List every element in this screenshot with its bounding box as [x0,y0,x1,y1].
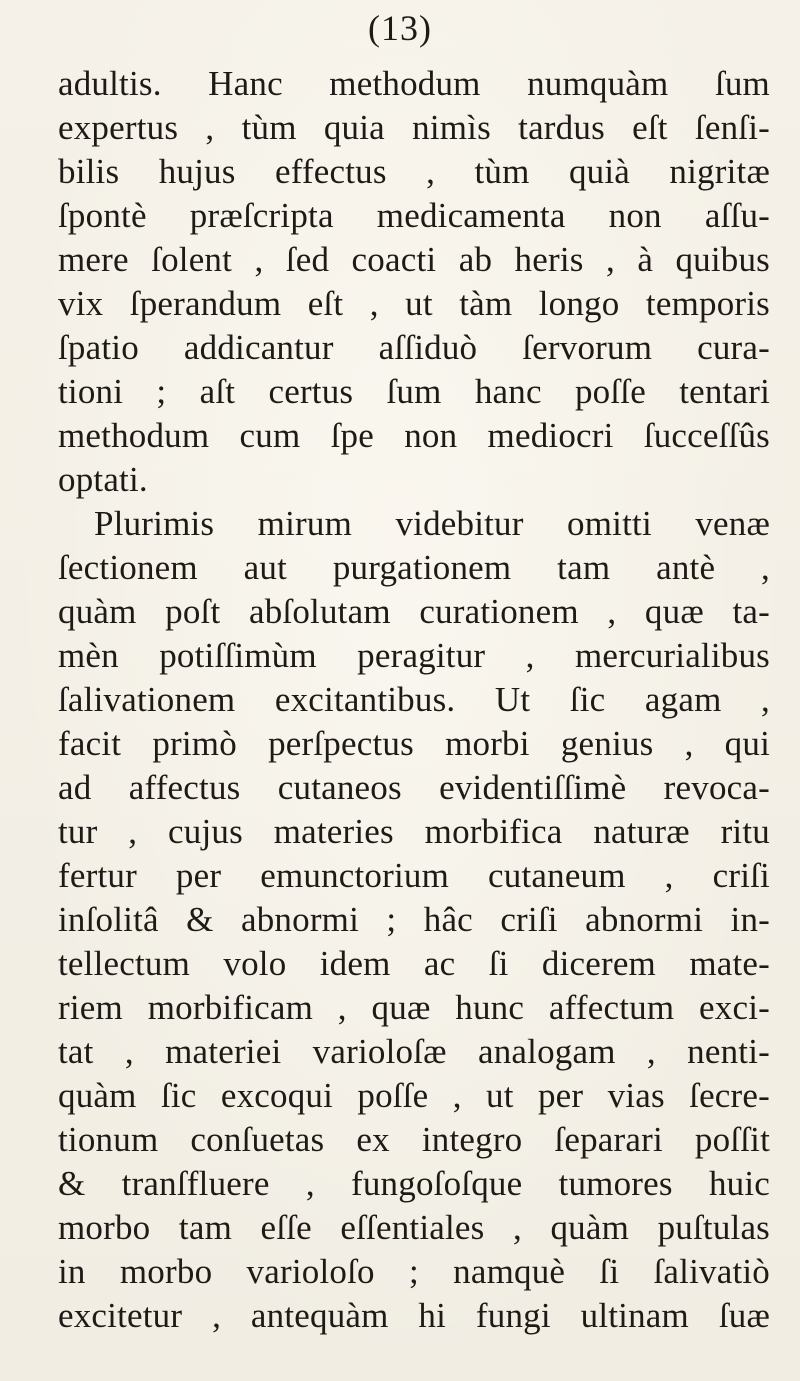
text-line: excitetur , antequàm hi fungi ultinam ſuæ [58,1296,770,1335]
text-line: tioni ; aſt certus ſum hanc poſſe tentari [58,372,770,411]
text-line: ſpatio addicantur aſſiduò ſervorum cura- [58,328,770,367]
text-line: expertus , tùm quia nimìs tardus eſt ſenſi- [58,108,770,147]
text-line: quàm ſic excoqui poſſe , ut per vias ſecre- [58,1076,770,1115]
text-line: methodum cum ſpe non mediocri ſucceſſûs [58,416,770,455]
page-number: (13) [368,8,432,48]
text-line: ſectionem aut purgationem tam antè , [58,548,770,587]
text-line: vix ſperandum eſt , ut tàm longo temporis [58,284,770,323]
text-line: ſalivationem excitantibus. Ut ſic agam , [58,680,770,719]
text-line: tionum conſuetas ex integro ſeparari poſſit [58,1120,770,1159]
text-line: quàm poſt abſolutam curationem , quæ ta- [58,592,770,631]
text-line: adultis. Hanc methodum numquàm ſum [58,64,770,103]
text-line: bilis hujus effectus , tùm quià nigritæ [58,152,770,191]
text-line: & tranſfluere , fungoſoſque tumores huic [58,1164,770,1203]
text-line: in morbo varioloſo ; namquè ſi ſalivatiò [58,1252,770,1291]
text-line: ſpontè præſcripta medicamenta non aſſu- [58,196,770,235]
text-line: ad affectus cutaneos evidentiſſimè revoca- [58,768,770,807]
text-line: fertur per emunctorium cutaneum , criſi [58,856,770,895]
body-text [58,62,770,1338]
text-line: riem morbificam , quæ hunc affectum exci- [58,988,770,1027]
text-line: mèn potiſſimùm peragitur , mercurialibus [58,636,770,675]
text-line: mere ſolent , ſed coacti ab heris , à quibus [58,240,770,279]
text-line: facit primò perſpectus morbi genius , qui [58,724,770,763]
text-line: tellectum volo idem ac ſi dicerem mate- [58,944,770,983]
text-line: tat , materiei varioloſæ analogam , nenti- [58,1032,770,1071]
text-line: morbo tam eſſe eſſentiales , quàm puſtulas [58,1208,770,1247]
text-line: tur , cujus materies morbifica naturæ ritu [58,812,770,851]
paragraph-start-line: Plurimis mirum videbitur omitti venæ [94,504,770,543]
text-line: inſolitâ & abnormi ; hâc criſi abnormi in- [58,900,770,939]
paragraph-end-line: optati. [58,460,148,499]
